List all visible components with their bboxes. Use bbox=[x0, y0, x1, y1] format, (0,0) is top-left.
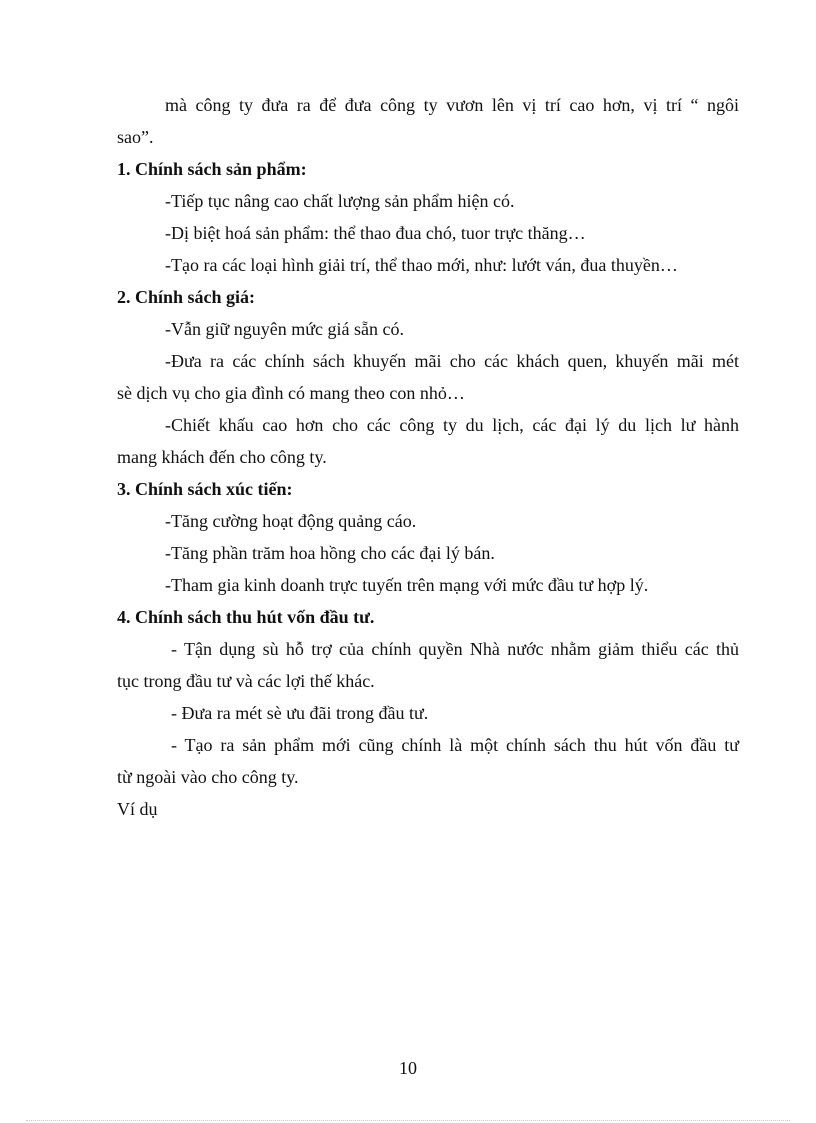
paragraph-line: từ ngoài vào cho công ty. bbox=[117, 767, 299, 787]
page-number bbox=[0, 1056, 816, 1080]
list-item: -Vẫn giữ nguyên mức giá sẵn có. bbox=[165, 319, 404, 339]
list-item: -Chiết khấu cao hơn cho các công ty du lịch, các đại lý du lịch lư hành bbox=[165, 415, 739, 435]
section-heading-product-policy: 1. Chính sách sản phẩm: bbox=[117, 159, 307, 179]
section-heading-investment-policy: 4. Chính sách thu hút vốn đầu tư. bbox=[117, 607, 375, 627]
list-item: - Tạo ra sản phẩm mới cũng chính là một chính sách thu hút vốn đầu tư bbox=[171, 735, 739, 755]
document-body bbox=[117, 89, 739, 825]
list-item: - Tận dụng sù hỗ trợ của chính quyền Nhà nước nhằm giảm thiểu các thủ bbox=[171, 639, 739, 659]
section-heading-price-policy: 2. Chính sách giá: bbox=[117, 287, 256, 307]
page-number-text: 10 bbox=[399, 1058, 417, 1078]
list-item: -Đưa ra các chính sách khuyến mãi cho các khách quen, khuyến mãi mét bbox=[165, 351, 739, 371]
paragraph-line: sè dịch vụ cho gia đình có mang theo con nhỏ… bbox=[117, 383, 465, 403]
paragraph-line: mà công ty đưa ra để đưa công ty vươn lên vị trí cao hơn, vị trí “ ngôi bbox=[165, 95, 739, 115]
list-item: -Dị biệt hoá sản phẩm: thể thao đua chó, tuor trực thăng… bbox=[165, 223, 586, 243]
paragraph-line: sao”. bbox=[117, 127, 154, 147]
paragraph-line: mang khách đến cho công ty. bbox=[117, 447, 327, 467]
list-item: -Tăng cường hoạt động quảng cáo. bbox=[165, 511, 417, 531]
list-item: -Tăng phần trăm hoa hồng cho các đại lý bán. bbox=[165, 543, 495, 563]
list-item: -Tham gia kinh doanh trực tuyến trên mạng với mức đầu tư hợp lý. bbox=[165, 575, 649, 595]
paragraph-line: tục trong đầu tư và các lợi thế khác. bbox=[117, 671, 375, 691]
section-heading-promotion-policy: 3. Chính sách xúc tiến: bbox=[117, 479, 293, 499]
paragraph-line: Ví dụ bbox=[117, 799, 158, 819]
list-item: - Đưa ra mét sè ưu đãi trong đầu tư. bbox=[171, 703, 429, 723]
page-bottom-divider bbox=[26, 1120, 790, 1121]
list-item: -Tạo ra các loại hình giải trí, thể thao mới, như: lướt ván, đua thuyền… bbox=[165, 255, 678, 275]
list-item: -Tiếp tục nâng cao chất lượng sản phẩm hiện có. bbox=[165, 191, 515, 211]
